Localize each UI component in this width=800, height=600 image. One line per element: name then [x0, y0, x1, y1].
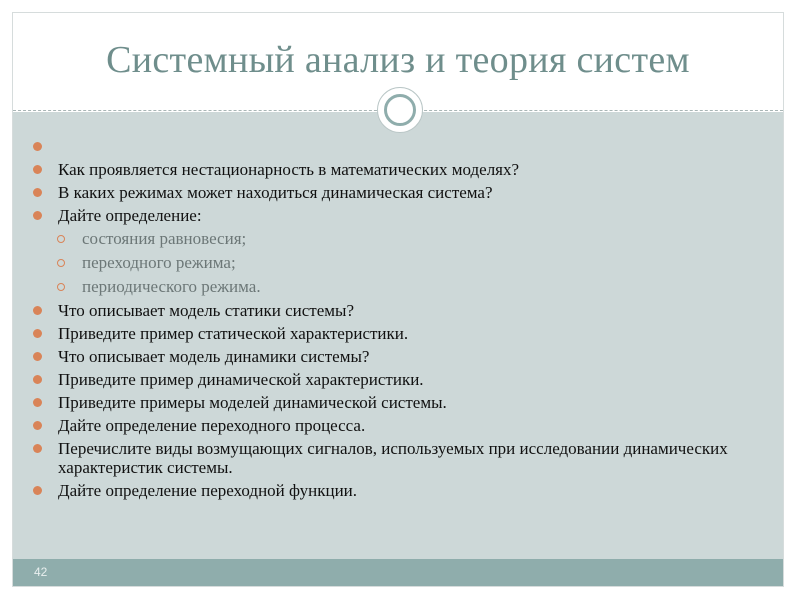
hollow-bullet-icon: [57, 259, 65, 267]
list-item-text: Что описывает модель динамики системы?: [58, 347, 370, 366]
bullet-icon: [33, 444, 42, 453]
list-item-text: В каких режимах может находиться динамическая система?: [58, 183, 493, 202]
list-item: [30, 481, 770, 500]
list-item-text: Дайте определение переходного процесса.: [58, 416, 366, 435]
bullet-icon: [33, 188, 42, 197]
list-item-text: Дайте определение:: [58, 206, 202, 225]
bullet-icon: [33, 421, 42, 430]
bullet-icon: [33, 306, 42, 315]
list-item: [30, 324, 770, 343]
list-item-text: Приведите примеры моделей динамической системы.: [58, 393, 447, 412]
list-item: [30, 137, 770, 156]
circle-ornament-icon: [377, 87, 423, 133]
sub-list-item-text: состояния равновесия;: [82, 229, 247, 248]
list-item-text: Приведите пример статической характеристики.: [58, 324, 409, 343]
bullet-icon: [33, 329, 42, 338]
list-item: [30, 347, 770, 366]
list-item: [30, 301, 770, 320]
bullet-icon: [33, 165, 42, 174]
sub-list-item-text: переходного режима;: [82, 253, 236, 272]
list-item: [30, 439, 770, 477]
footer-bar: [13, 559, 783, 586]
sub-list-item: [30, 253, 770, 272]
bullet-icon: [33, 486, 42, 495]
bullet-icon: [33, 211, 42, 220]
hollow-bullet-icon: [57, 235, 65, 243]
sub-list-item: [30, 229, 770, 248]
sub-list-item: [30, 277, 770, 296]
hollow-bullet-icon: [57, 283, 65, 291]
list-item-text: Как проявляется нестационарность в математических моделях?: [58, 160, 520, 179]
list-item-text: Приведите пример динамической характеристики.: [58, 370, 424, 389]
list-item-text: Перечислите виды возмущающих сигналов, используемых при исследовании динамических характеристик системы.: [58, 439, 728, 477]
list-item: [30, 416, 770, 435]
slide-title: Системный анализ и теория систем: [106, 39, 690, 81]
list-item: [30, 206, 770, 225]
sub-list-item-text: периодического режима.: [82, 277, 261, 296]
list-item: [30, 183, 770, 202]
bullet-icon: [33, 352, 42, 361]
bullet-icon: [33, 398, 42, 407]
list-item-text: Дайте определение переходной функции.: [58, 481, 358, 500]
bullet-icon: [33, 375, 42, 384]
list-item: [30, 370, 770, 389]
list-item-text: Что описывает модель статики системы?: [58, 301, 354, 320]
ring-icon: [384, 94, 416, 126]
page-number: 42: [34, 565, 48, 579]
question-list: [30, 137, 770, 504]
bullet-icon: [33, 142, 42, 151]
list-item: [30, 160, 770, 179]
list-item: [30, 393, 770, 412]
